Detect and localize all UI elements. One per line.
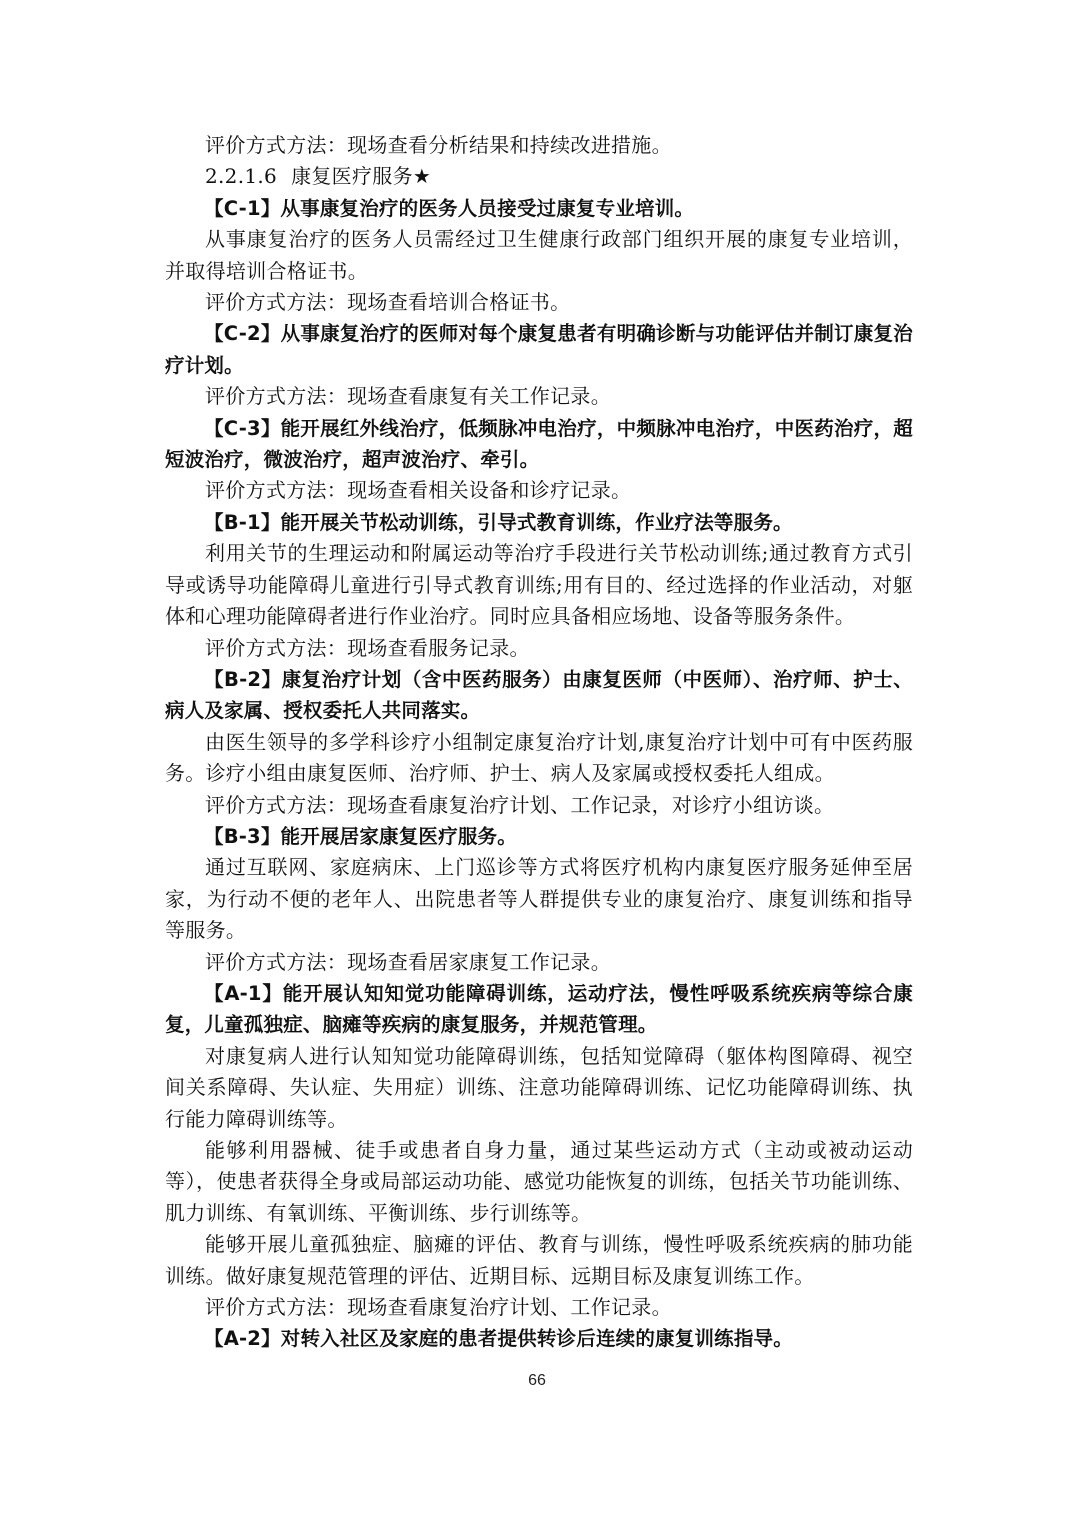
criterion-statement: 【C-3】能开展红外线治疗，低频脉冲电治疗，中频脉冲电治疗，中医药治疗，超短波治疗，微波治疗，超声波治疗、牵引。 [165, 416, 913, 472]
body-paragraph: 评价方式方法：现场查看培训合格证书。 [205, 290, 571, 315]
body-paragraph: 评价方式方法：现场查看居家康复工作记录。 [205, 949, 611, 974]
section-number: 2.2.1.6 [205, 164, 278, 189]
criterion-statement: 【C-2】从事康复治疗的医师对每个康复患者有明确诊断与功能评估并制订康复治疗计划。 [165, 322, 913, 377]
body-paragraph: 通过互联网、家庭病床、上门巡诊等方式将医疗机构内康复医疗服务延伸至居家，为行动不便的老年人、出院患者等人群提供专业的康复治疗、康复训练和指导等服务。 [165, 855, 913, 943]
body-paragraph: 由医生领导的多学科诊疗小组制定康复治疗计划,康复治疗计划中可有中医药服务。诊疗小组由康复医师、治疗师、护士、病人及家属或授权委托人组成。 [165, 729, 913, 786]
body-paragraph: 评价方式方法：现场查看康复治疗计划、工作记录，对诊疗小组访谈。 [205, 792, 835, 817]
criterion-statement: 【A-1】能开展认知知觉功能障碍训练，运动疗法，慢性呼吸系统疾病等综合康复，儿童孤独症、脑瘫等疾病的康复服务，并规范管理。 [165, 981, 913, 1037]
body-paragraph: 评价方式方法：现场查看分析结果和持续改进措施。 [205, 133, 672, 157]
body-paragraph: 对康复病人进行认知知觉功能障碍训练，包括知觉障碍（躯体构图障碍、视空间关系障碍、失认症、失用症）训练、注意功能障碍训练、记忆功能障碍训练、执行能力障碍训练等。 [165, 1043, 913, 1131]
criterion-statement: 【B-1】能开展关节松动训练，引导式教育训练，作业疗法等服务。 [204, 510, 793, 534]
body-paragraph: 评价方式方法：现场查看相关设备和诊疗记录。 [205, 478, 632, 503]
body-paragraph: 评价方式方法：现场查看康复治疗计划、工作记录。 [205, 1295, 672, 1320]
body-paragraph: 从事康复治疗的医务人员需经过卫生健康行政部门组织开展的康复专业培训，并取得培训合格证书。 [165, 227, 913, 283]
body-paragraph: 能够利用器械、徒手或患者自身力量，通过某些运动方式（主动或被动运动等），使患者获得全身或局部运动功能、感觉功能恢复的训练，包括关节功能训练、肌力训练、有氧训练、平衡训练、步行训练等。 [165, 1138, 913, 1225]
criterion-statement: 【A-2】对转入社区及家庭的患者提供转诊后连续的康复训练指导。 [204, 1327, 793, 1351]
section-heading [165, 161, 913, 192]
criterion-statement: 【B-3】能开展居家康复医疗服务。 [204, 824, 517, 848]
criterion-statement: 【C-1】从事康复治疗的医务人员接受过康复专业培训。 [204, 196, 695, 220]
body-paragraph: 利用关节的生理运动和附属运动等治疗手段进行关节松动训练;通过教育方式引导或诱导功能障碍儿童进行引导式教育训练;用有目的、经过选择的作业活动，对躯体和心理功能障碍者进行作业治疗。同时应具备相应场地、设备等服务条件。 [165, 541, 913, 629]
criterion-statement: 【B-2】康复治疗计划（含中医药服务）由康复医师（中医师）、治疗师、护士、病人及家属、授权委托人共同落实。 [165, 667, 913, 723]
body-paragraph: 评价方式方法：现场查看康复有关工作记录。 [205, 384, 611, 409]
document-page [165, 130, 913, 1355]
section-title: 康复医疗服务★ [291, 164, 432, 189]
body-paragraph: 评价方式方法：现场查看服务记录。 [205, 635, 530, 660]
body-paragraph: 能够开展儿童孤独症、脑瘫的评估、教育与训练，慢性呼吸系统疾病的肺功能训练。做好康复规范管理的评估、近期目标、远期目标及康复训练工作。 [165, 1232, 913, 1288]
page-number: 66 [528, 1372, 546, 1389]
